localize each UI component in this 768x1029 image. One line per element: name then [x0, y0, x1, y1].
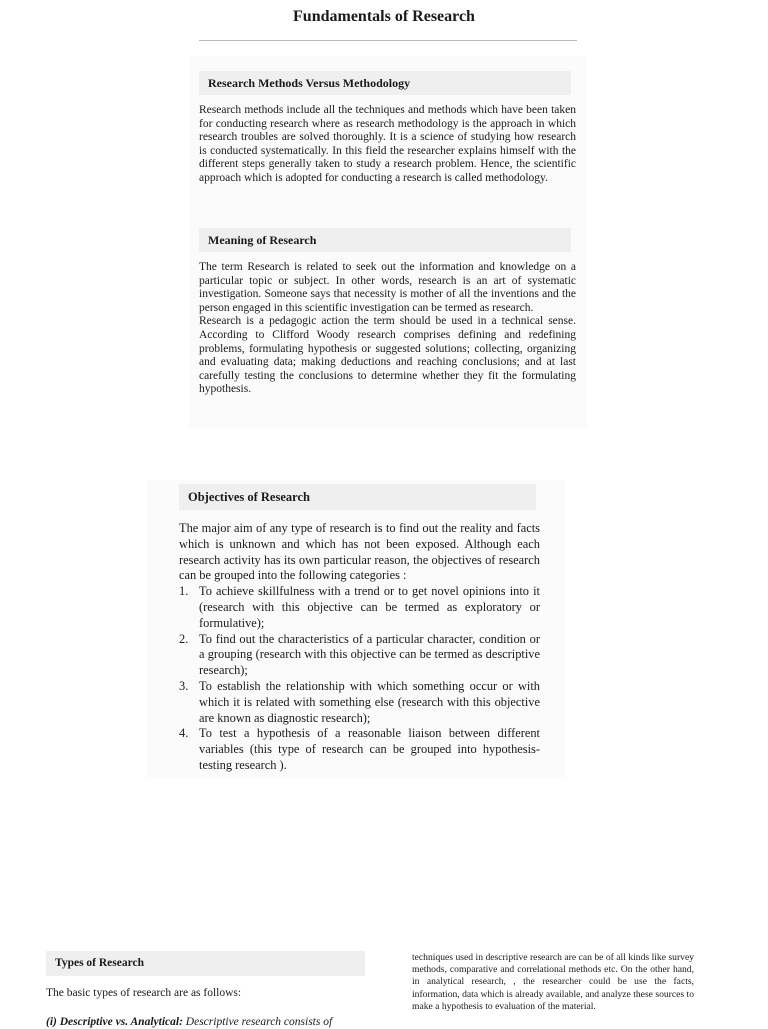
meaning-text-2: Research is a pedagogic action the term should be used in a technical sense. According to Clifford Woody research comprises defining and redefining problems, formulating hypothesis or suggested solutions; collecting, organizing and evaluating data; making deductions and reaching conclusions; and at last carefully testing the conclusions to determine whether they fit the formulating hypothesis. — [199, 315, 576, 396]
objective-text: To test a hypothesis of a reasonable liaison between different variables (this type of research can be grouped into hypothesis-testing research ). — [199, 726, 540, 772]
objective-number: 3. — [179, 678, 189, 693]
objective-item — [179, 726, 540, 773]
objective-item — [179, 584, 540, 631]
types-item-label: (i) Descriptive vs. Analytical: — [46, 1016, 183, 1028]
title-divider — [199, 40, 577, 41]
objectives-intro: The major aim of any type of research is to find out the reality and facts which is unknown and which has not been exposed. Although each research activity has its own particular reason, the objectives of research can be grouped into the following categories : — [179, 521, 540, 583]
types-item-text: Descriptive research consists of — [185, 1016, 333, 1028]
objectives-list — [179, 584, 540, 774]
right-column-text: techniques used in descriptive research are can be of all kinds like survey methods, comparative and correlational methods etc. On the other hand, in analytical research, , the researcher could be use the facts, information, data which is already available, and analyze these sources to make a hypothesis to evaluation of the material. — [412, 952, 694, 1012]
methods-heading: Research Methods Versus Methodology — [199, 71, 571, 95]
right-column-paragraph — [412, 952, 694, 1013]
objective-text: To establish the relationship with which something occur or with which it is related with something else (research with this objective are known as diagnostic research); — [199, 678, 540, 725]
meaning-paragraph — [199, 261, 576, 397]
objectives-heading: Objectives of Research — [179, 484, 536, 510]
meaning-text-1: The term Research is related to seek out the information and knowledge on a particular topic or subject. In other words, research is an art of systematic investigation. Someone says that necessity is mother of all the inventions and the person engaged in this scientific investigation can be termed as research. — [199, 261, 576, 314]
objective-item — [179, 679, 540, 726]
objective-item — [179, 632, 540, 679]
types-item — [46, 1015, 386, 1029]
page-title: Fundamentals of Research — [293, 8, 475, 25]
objective-number: 4. — [179, 726, 189, 741]
objective-number: 2. — [179, 631, 189, 646]
types-intro: The basic types of research are as follows: — [46, 987, 242, 999]
methods-paragraph — [199, 104, 576, 186]
objective-number: 1. — [179, 584, 189, 599]
objectives-body — [179, 521, 540, 774]
meaning-heading: Meaning of Research — [199, 228, 571, 252]
types-heading: Types of Research — [46, 951, 365, 976]
methods-text: Research methods include all the techniques and methods which have been taken for conducting research where as research methodology is the approach in which research troubles are solved thoroughly. It is a science of studying how research is conducted systematically. In this field the researcher explains himself with the different steps generally taken to study a research problem. Hence, the scientific approach which is adopted for conducting a research is called methodology. — [199, 104, 576, 184]
objective-text: To achieve skillfulness with a trend or to get novel opinions into it (research with this objective can be termed as exploratory or formulative); — [199, 584, 540, 630]
objective-text: To find out the characteristics of a particular character, condition or a grouping (research with this objective can be termed as descriptive research); — [199, 631, 540, 678]
